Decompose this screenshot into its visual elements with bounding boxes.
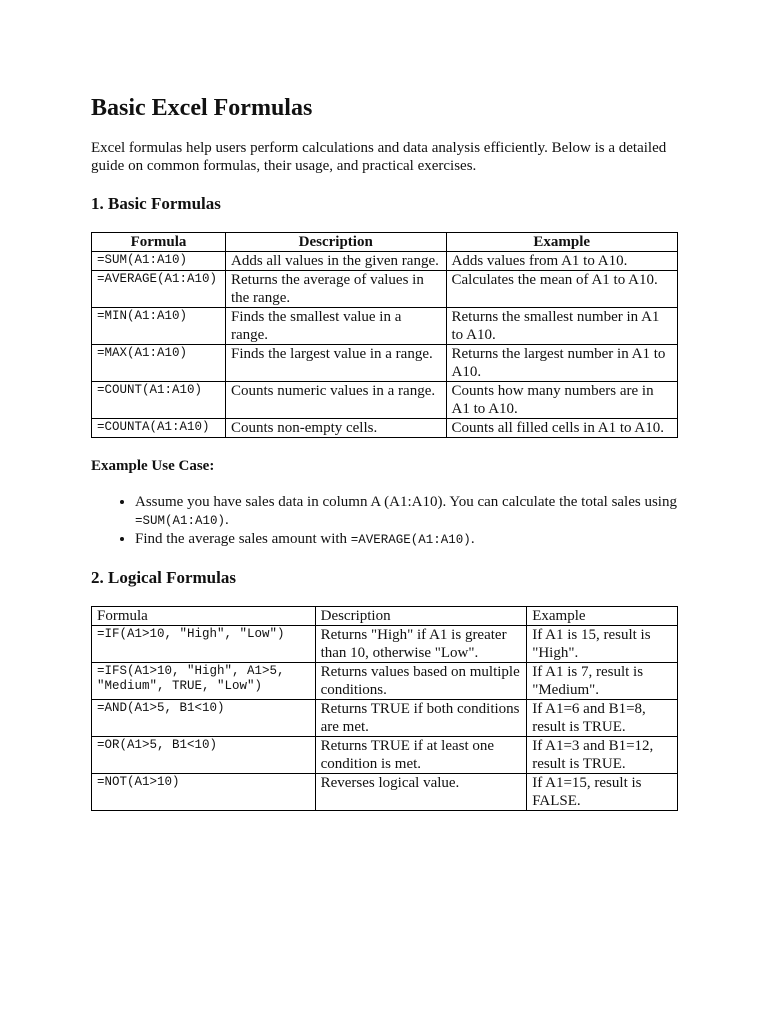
description-cell: Counts numeric values in a range. [225,382,446,419]
column-header-example: Example [446,233,677,252]
use-case-list [91,493,677,549]
formula-cell: =IFS(A1>10, "High", A1>5, "Medium", TRUE, "Low") [92,663,316,700]
description-cell: Counts non-empty cells. [225,419,446,438]
table-row [92,663,678,700]
description-cell: Adds all values in the given range. [225,252,446,271]
table-row [92,308,678,345]
formula-cell: =MIN(A1:A10) [92,308,226,345]
formula-cell: =AVERAGE(A1:A10) [92,271,226,308]
page-title: Basic Excel Formulas [91,95,313,121]
table-row [92,345,678,382]
example-cell: Adds values from A1 to A10. [446,252,677,271]
example-cell: Counts all filled cells in A1 to A10. [446,419,677,438]
section-heading-basic-formulas: 1. Basic Formulas [91,194,221,213]
basic-formulas-table [91,232,678,438]
formula-cell: =MAX(A1:A10) [92,345,226,382]
description-cell: Returns "High" if A1 is greater than 10, otherwise "Low". [315,626,527,663]
table-row [92,700,678,737]
example-cell: If A1 is 15, result is "High". [527,626,678,663]
list-item [135,493,677,530]
bullet-suffix: . [470,531,475,547]
logical-formulas-table [91,606,678,811]
column-header-description: Description [315,607,527,626]
table-row [92,737,678,774]
formula-cell: =SUM(A1:A10) [92,252,226,271]
description-cell: Finds the largest value in a range. [225,345,446,382]
example-cell: Calculates the mean of A1 to A10. [446,271,677,308]
description-cell: Returns TRUE if both conditions are met. [315,700,527,737]
example-cell: Returns the largest number in A1 to A10. [446,345,677,382]
example-cell: If A1 is 7, result is "Medium". [527,663,678,700]
column-header-formula: Formula [92,233,226,252]
table-header-row [92,233,678,252]
table-row [92,774,678,811]
formula-cell: =AND(A1>5, B1<10) [92,700,316,737]
table-row [92,382,678,419]
formula-cell: =OR(A1>5, B1<10) [92,737,316,774]
column-header-description: Description [225,233,446,252]
column-header-example: Example [527,607,678,626]
bullet-text: Assume you have sales data in column A (A1:A10). You can calculate the total sales using [135,494,677,510]
table-row [92,626,678,663]
example-cell: If A1=3 and B1=12, result is TRUE. [527,737,678,774]
example-cell: If A1=15, result is FALSE. [527,774,678,811]
example-cell: Counts how many numbers are in A1 to A10. [446,382,677,419]
inline-code: =SUM(A1:A10) [135,514,226,528]
description-cell: Finds the smallest value in a range. [225,308,446,345]
bullet-suffix: . [225,512,229,528]
use-case-heading: Example Use Case: [91,458,215,474]
description-cell: Returns TRUE if at least one condition is met. [315,737,527,774]
table-row [92,271,678,308]
formula-cell: =IF(A1>10, "High", "Low") [92,626,316,663]
formula-cell: =COUNT(A1:A10) [92,382,226,419]
example-cell: If A1=6 and B1=8, result is TRUE. [527,700,678,737]
description-cell: Reverses logical value. [315,774,527,811]
list-item [135,530,677,549]
example-cell: Returns the smallest number in A1 to A10. [446,308,677,345]
description-cell: Returns the average of values in the range. [225,271,446,308]
formula-cell: =NOT(A1>10) [92,774,316,811]
column-header-formula: Formula [92,607,316,626]
formula-cell: =COUNTA(A1:A10) [92,419,226,438]
intro-paragraph: Excel formulas help users perform calculations and data analysis efficiently. Below is a detailed guide on common formulas, their usage, and practical exercises. [91,140,667,174]
inline-code: =AVERAGE(A1:A10) [350,533,471,547]
section-heading-logical-formulas: 2. Logical Formulas [91,568,236,587]
table-header-row [92,607,678,626]
table-row [92,419,678,438]
bullet-text: Find the average sales amount with [135,531,351,547]
description-cell: Returns values based on multiple conditions. [315,663,527,700]
table-row [92,252,678,271]
